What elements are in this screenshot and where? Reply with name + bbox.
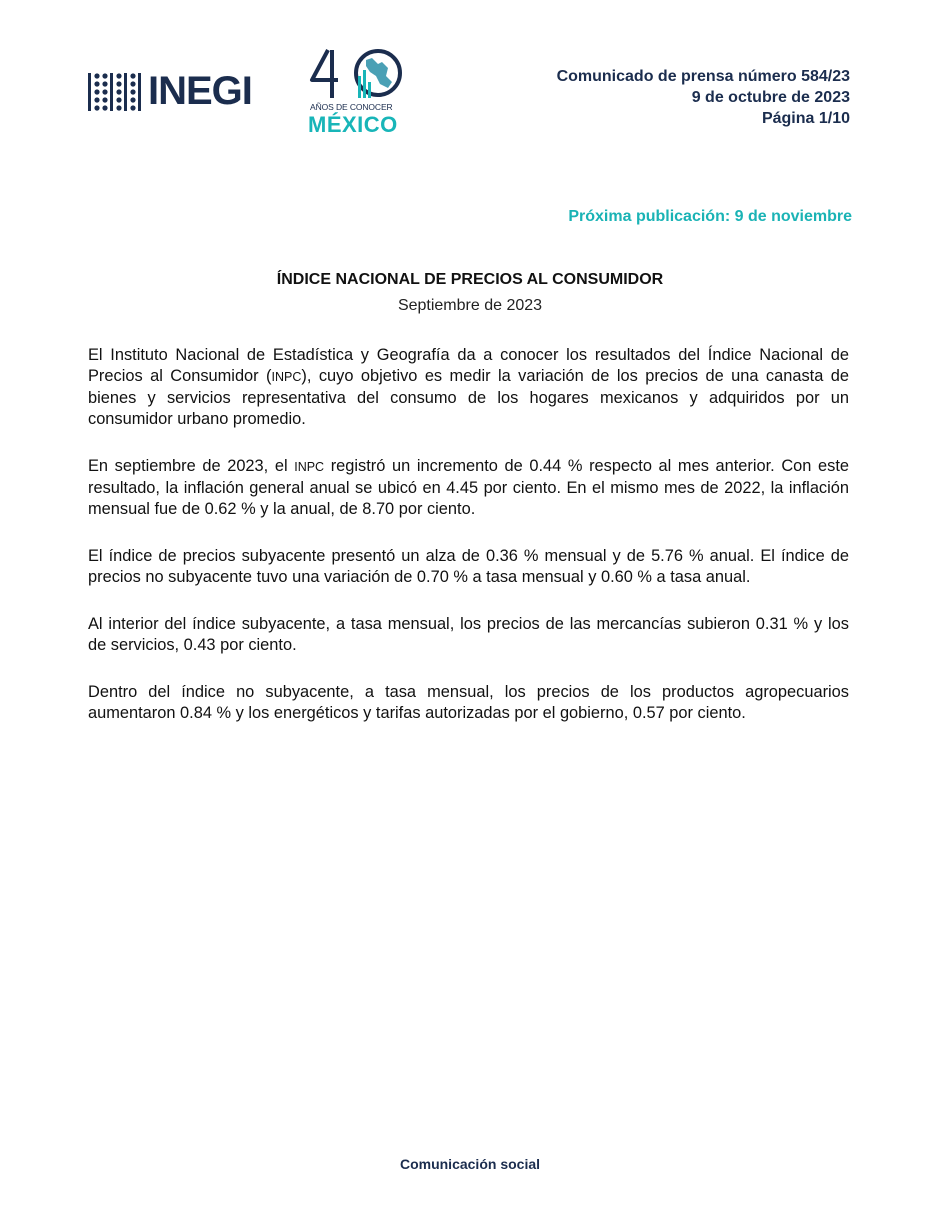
document-title: ÍNDICE NACIONAL DE PRECIOS AL CONSUMIDOR <box>276 271 664 288</box>
paragraph-3: El índice de precios subyacente presentó un alza de 0.36 % mensual y de 5.76 % anual. El índice de precios no subyacente tuvo una variación de 0.70 % a tasa mensual y 0.60 % a tasa anual. <box>88 547 849 586</box>
next-publication: Próxima publicación: 9 de noviembre <box>568 208 852 225</box>
press-release-header <box>557 66 850 129</box>
paragraph-2: En septiembre de 2023, el INPC registró un incremento de 0.44 % respecto al mes anterior. Con este resultado, la inflación general anual se ubicó en 4.45 por ciento. En el mismo mes de 2022, la inflación mensual fue de 0.62 % y la anual, de 8.70 por ciento. <box>88 457 849 518</box>
paragraph-1: El Instituto Nacional de Estadística y Geografía da a conocer los resultados del Índice Nacional de Precios al Consumidor (INPC), cuyo objetivo es medir la variación de los precios de una canasta de bienes y servicios representativa del consumo de los hogares mexicanos y adquiridos por un consumidor urbano promedio. <box>88 346 849 428</box>
inegi-dots-icon <box>88 73 148 111</box>
anniversary-country: MÉXICO <box>308 112 398 137</box>
anniversary-text: AÑOS DE CONOCER <box>310 102 393 112</box>
press-release-date: 9 de octubre de 2023 <box>691 89 850 106</box>
press-release-number: Comunicado de prensa número 584/23 <box>556 68 850 85</box>
inegi-logo <box>88 69 268 113</box>
inpc-abbr: INPC <box>271 370 302 384</box>
document-subtitle: Septiembre de 2023 <box>397 297 543 314</box>
inegi-wordmark: INEGI <box>148 69 252 113</box>
footer: Comunicación social <box>399 1156 541 1172</box>
page-indicator: Página 1/10 <box>761 110 850 127</box>
anniversary-logo <box>308 46 404 138</box>
anniversary-40-icon <box>308 46 404 102</box>
paragraph-5: Dentro del índice no subyacente, a tasa mensual, los precios de los productos agropecuarios aumentaron 0.84 % y los energéticos y tarifas autorizadas por el gobierno, 0.57 por ciento. <box>88 683 849 722</box>
paragraph-4: Al interior del índice subyacente, a tasa mensual, los precios de las mercancías subieron 0.31 % y los de servicios, 0.43 por ciento. <box>88 615 849 654</box>
body-text <box>88 345 849 750</box>
inpc-abbr: INPC <box>294 460 325 474</box>
